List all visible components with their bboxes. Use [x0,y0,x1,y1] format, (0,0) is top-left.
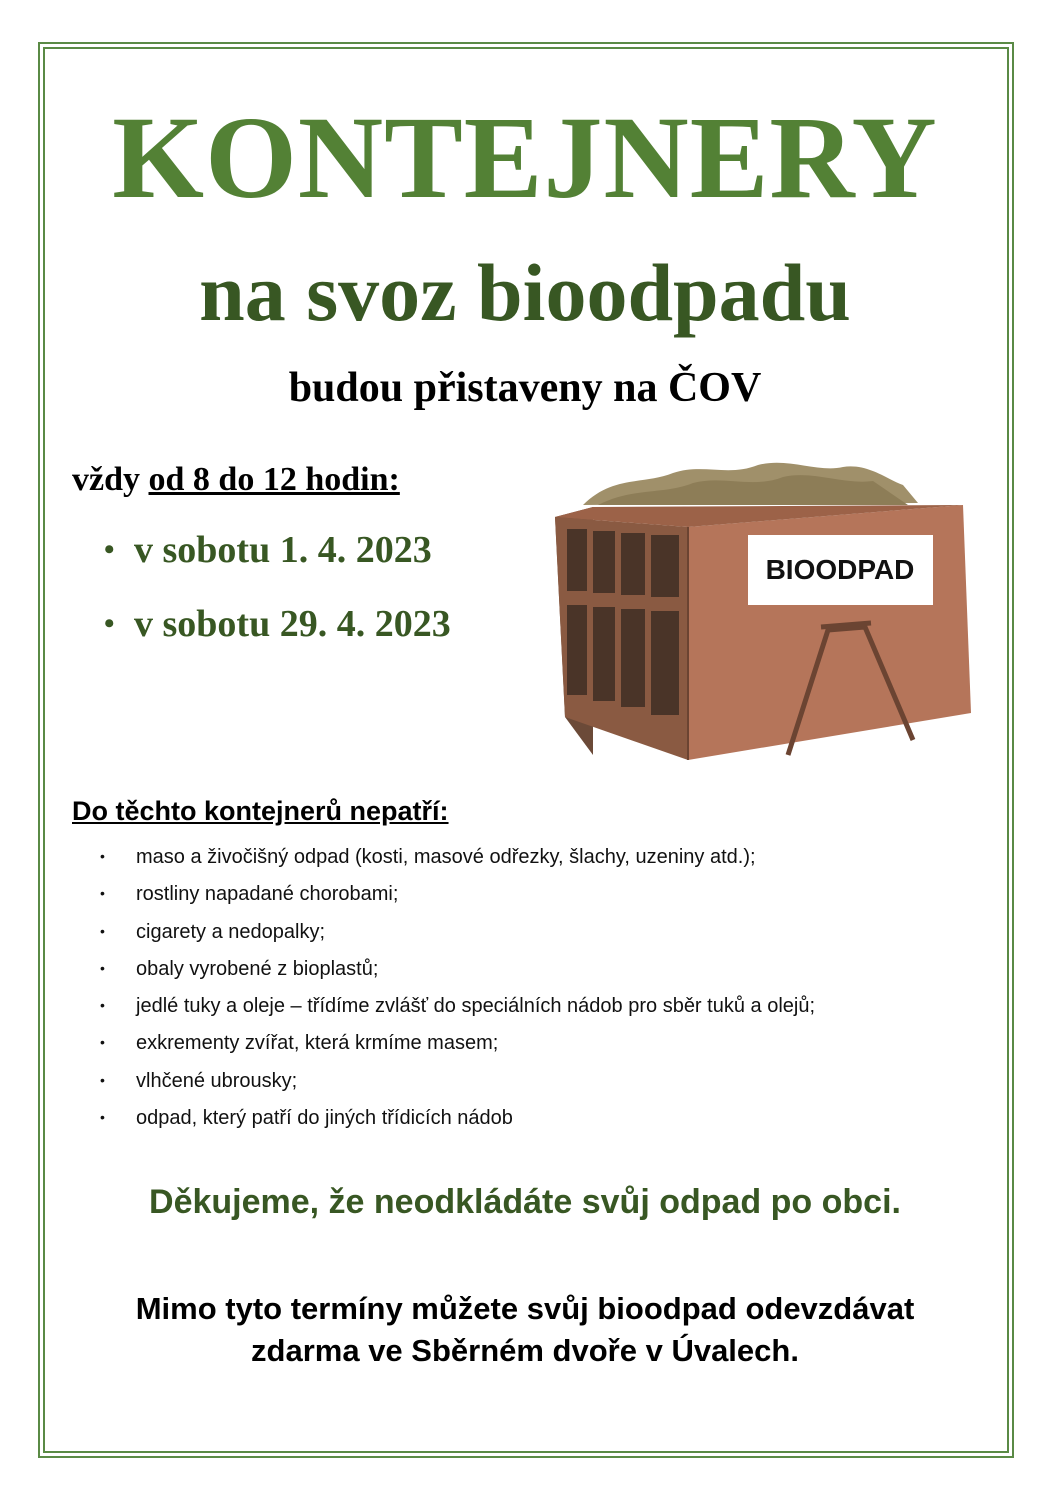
list-item [100,1024,815,1061]
date-text: v sobotu 29. 4. 2023 [134,603,451,645]
list-item-text: odpad, který patří do jiných třídicích nádob [136,1107,513,1130]
list-item-text: rostliny napadané chorobami; [136,883,399,906]
list-item [100,987,815,1024]
container-label: BIOODPAD [765,554,915,585]
bullet-icon: • [100,1071,105,1088]
list-item-text: obaly vyrobené z bioplastů; [136,957,379,980]
list-item-text: exkrementy zvířat, která krmíme masem; [136,1032,499,1055]
list-item-text: jedlé tuky a oleje – třídíme zvlášť do speciálních nádob pro sběr tuků a olejů; [136,995,816,1018]
list-item-text: cigarety a nedopalky; [136,920,326,943]
bullet-icon: • [104,607,115,640]
list-item-text: maso a živočišný odpad (kosti, masové odřezky, šlachy, uzeniny atd.); [136,846,756,868]
bullet-icon: • [100,997,105,1014]
container-icon [553,455,978,775]
bullet-icon: • [100,885,105,902]
bullet-icon: • [104,533,115,566]
list-item-text: vlhčené ubrousky; [136,1069,298,1092]
date-text: v sobotu 1. 4. 2023 [134,529,432,571]
date-list [104,525,451,673]
location-line: budou přistaveny na ČOV [288,365,762,411]
list-item [100,913,815,950]
not-allowed-list [100,838,815,1136]
list-item [100,1062,815,1099]
bullet-icon: • [100,922,105,939]
outside-note-line2: zdarma ve Sběrném dvoře v Úvalech. [251,1333,799,1368]
poster-subtitle: na svoz bioodpadu [199,247,851,338]
thanks-line: Děkujeme, že neodkládáte svůj odpad po obci. [149,1183,901,1221]
time-range: od 8 do 12 hodin: [148,461,400,498]
list-item [100,838,815,875]
outside-note-line1: Mimo tyto termíny můžete svůj bioodpad odevzdávat [135,1291,915,1326]
poster-title: KONTEJNERY [112,92,938,223]
outside-note [50,1288,1000,1372]
list-item [100,875,815,912]
bullet-icon: • [100,1109,105,1126]
date-item [104,525,451,575]
bullet-icon: • [100,848,105,864]
not-allowed-heading: Do těchto kontejnerů nepatří: [72,796,449,826]
list-item [100,1099,815,1136]
date-item [104,599,451,649]
time-prefix: vždy [72,461,140,498]
time-line [72,458,400,502]
bullet-icon: • [100,959,105,976]
bullet-icon: • [100,1034,105,1051]
list-item [100,950,815,987]
